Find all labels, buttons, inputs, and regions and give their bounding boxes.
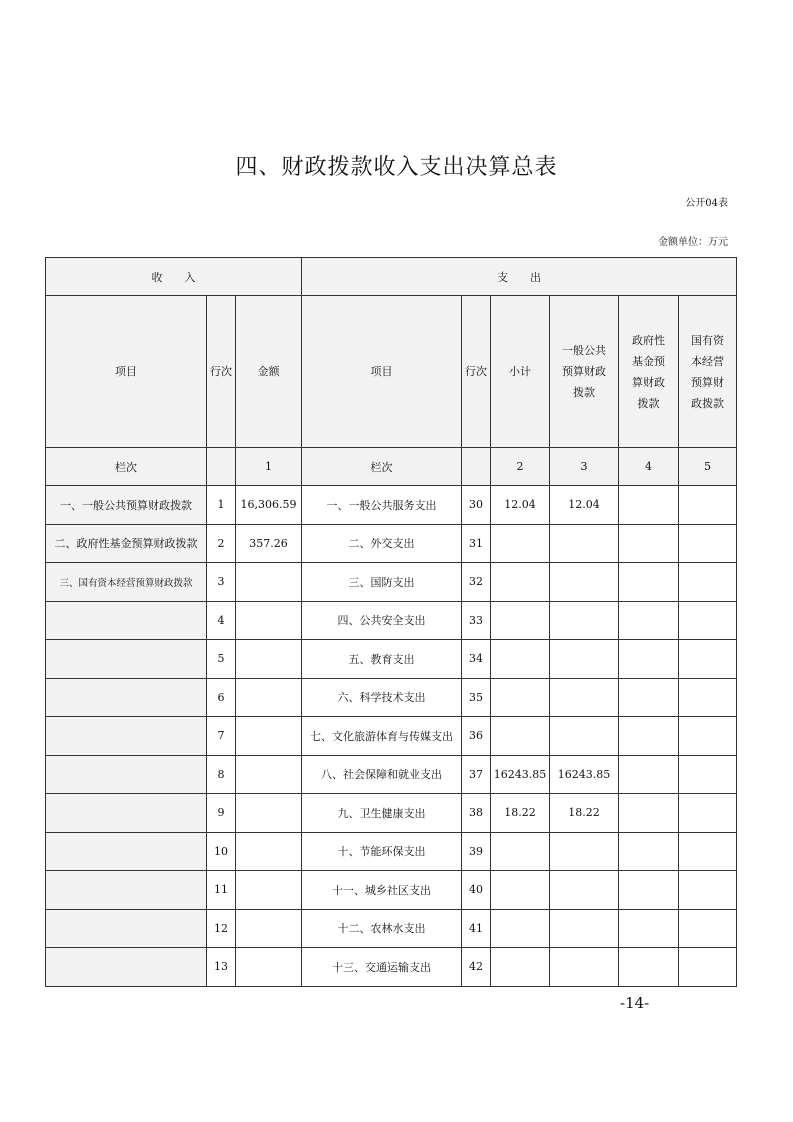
income-amount-cell (236, 717, 302, 756)
expense-item-cell: 十、节能环保支出 (302, 832, 462, 871)
general-budget-cell: 18.22 (550, 794, 619, 833)
subtotal-cell (491, 678, 550, 717)
income-item-cell (46, 755, 207, 794)
table-row (46, 717, 737, 756)
expense-row-no-cell: 37 (462, 755, 491, 794)
table-row (46, 563, 737, 602)
expense-row-no-cell: 36 (462, 717, 491, 756)
income-amount-cell (236, 871, 302, 910)
subtotal-cell (491, 948, 550, 987)
expense-row-no-cell: 33 (462, 601, 491, 640)
income-section-header: 收 入 (46, 258, 302, 296)
table-row (46, 640, 737, 679)
income-amount-header: 金额 (236, 296, 302, 448)
income-row-no-cell: 2 (207, 524, 236, 563)
gov-fund-cell (619, 717, 679, 756)
gov-fund-header: 政府性基金预算财政拨款 (619, 296, 679, 448)
expense-item-cell: 一、一般公共服务支出 (302, 486, 462, 525)
state-capital-cell (679, 794, 737, 833)
income-row-no-cell: 7 (207, 717, 236, 756)
expense-row-no-cell: 40 (462, 871, 491, 910)
expense-row-no-cell: 30 (462, 486, 491, 525)
expense-item-cell: 八、社会保障和就业支出 (302, 755, 462, 794)
gov-fund-cell (619, 563, 679, 602)
state-capital-cell (679, 909, 737, 948)
expense-item-cell: 五、教育支出 (302, 640, 462, 679)
column-number-blank (207, 448, 236, 486)
expense-section-header: 支 出 (302, 258, 737, 296)
general-budget-cell (550, 524, 619, 563)
state-capital-cell (679, 524, 737, 563)
gov-fund-cell (619, 948, 679, 987)
gov-fund-cell (619, 909, 679, 948)
income-row-no-cell: 4 (207, 601, 236, 640)
gov-fund-cell (619, 794, 679, 833)
income-amount-cell (236, 563, 302, 602)
subtotal-cell: 12.04 (491, 486, 550, 525)
page-number: -14- (620, 994, 650, 1012)
column-number-subtotal: 2 (491, 448, 550, 486)
expense-row-no-cell: 41 (462, 909, 491, 948)
expense-item-cell: 二、外交支出 (302, 524, 462, 563)
general-budget-cell (550, 871, 619, 910)
column-number-general: 3 (550, 448, 619, 486)
column-number-exp-label: 栏次 (302, 448, 462, 486)
expense-item-cell: 六、科学技术支出 (302, 678, 462, 717)
subtotal-cell (491, 909, 550, 948)
income-item-cell (46, 871, 207, 910)
expense-item-header: 项目 (302, 296, 462, 448)
income-item-cell: 二、政府性基金预算财政拨款 (46, 524, 207, 563)
income-item-header: 项目 (46, 296, 207, 448)
expense-item-cell: 十一、城乡社区支出 (302, 871, 462, 910)
table-body (46, 486, 737, 987)
general-budget-cell (550, 601, 619, 640)
income-row-no-header: 行次 (207, 296, 236, 448)
income-item-cell (46, 948, 207, 987)
column-number-exp-blank (462, 448, 491, 486)
income-item-cell: 一、一般公共预算财政拨款 (46, 486, 207, 525)
income-item-cell (46, 717, 207, 756)
column-number-gov-fund: 4 (619, 448, 679, 486)
column-number-state-capital: 5 (679, 448, 737, 486)
income-amount-cell: 16,306.59 (236, 486, 302, 525)
expense-item-cell: 七、文化旅游体育与传媒支出 (302, 717, 462, 756)
income-amount-cell (236, 948, 302, 987)
subtotal-cell (491, 563, 550, 602)
income-item-cell (46, 832, 207, 871)
income-amount-cell (236, 640, 302, 679)
expense-item-cell: 十二、农林水支出 (302, 909, 462, 948)
table-row (46, 794, 737, 833)
income-item-cell (46, 678, 207, 717)
income-amount-cell: 357.26 (236, 524, 302, 563)
general-budget-cell (550, 832, 619, 871)
expense-item-cell: 四、公共安全支出 (302, 601, 462, 640)
subtotal-cell (491, 717, 550, 756)
state-capital-header: 国有资本经营预算财政拨款 (679, 296, 737, 448)
expense-item-cell: 九、卫生健康支出 (302, 794, 462, 833)
state-capital-cell (679, 601, 737, 640)
general-budget-cell (550, 717, 619, 756)
gov-fund-cell (619, 486, 679, 525)
expense-row-no-cell: 34 (462, 640, 491, 679)
subtotal-cell (491, 524, 550, 563)
income-row-no-cell: 3 (207, 563, 236, 602)
page-title: 四、财政拨款收入支出决算总表 (235, 155, 558, 180)
state-capital-cell (679, 486, 737, 525)
column-number-amount: 1 (236, 448, 302, 486)
income-item-cell: 三、国有资本经营预算财政拨款 (46, 563, 207, 602)
income-row-no-cell: 11 (207, 871, 236, 910)
expense-row-no-cell: 42 (462, 948, 491, 987)
income-row-no-cell: 8 (207, 755, 236, 794)
table-row (46, 678, 737, 717)
general-budget-cell: 12.04 (550, 486, 619, 525)
general-budget-cell (550, 563, 619, 602)
income-row-no-cell: 6 (207, 678, 236, 717)
expense-row-no-header: 行次 (462, 296, 491, 448)
subtotal-cell: 18.22 (491, 794, 550, 833)
income-row-no-cell: 9 (207, 794, 236, 833)
income-row-no-cell: 13 (207, 948, 236, 987)
financial-summary-table (45, 257, 737, 987)
gov-fund-cell (619, 832, 679, 871)
income-item-cell (46, 640, 207, 679)
income-amount-cell (236, 601, 302, 640)
state-capital-cell (679, 717, 737, 756)
subtotal-cell (491, 871, 550, 910)
general-budget-cell (550, 640, 619, 679)
gov-fund-cell (619, 678, 679, 717)
table-row (46, 871, 737, 910)
income-amount-cell (236, 909, 302, 948)
table-row (46, 524, 737, 563)
income-item-cell (46, 601, 207, 640)
gov-fund-cell (619, 601, 679, 640)
subtotal-cell (491, 601, 550, 640)
table-row (46, 909, 737, 948)
table-row (46, 486, 737, 525)
table-row (46, 948, 737, 987)
expense-row-no-cell: 31 (462, 524, 491, 563)
state-capital-cell (679, 563, 737, 602)
income-amount-cell (236, 678, 302, 717)
state-capital-cell (679, 755, 737, 794)
gov-fund-cell (619, 640, 679, 679)
column-header-row (46, 296, 737, 448)
table-row (46, 832, 737, 871)
income-amount-cell (236, 832, 302, 871)
general-budget-cell (550, 909, 619, 948)
income-row-no-cell: 1 (207, 486, 236, 525)
table-row (46, 601, 737, 640)
income-item-cell (46, 794, 207, 833)
amount-unit: 金额单位：万元 (658, 237, 728, 248)
income-item-cell (46, 909, 207, 948)
table-row (46, 755, 737, 794)
general-budget-cell: 16243.85 (550, 755, 619, 794)
column-number-row (46, 448, 737, 486)
subtotal-cell (491, 640, 550, 679)
form-number: 公开04表 (685, 198, 728, 209)
general-budget-header: 一般公共预算财政拨款 (550, 296, 619, 448)
income-amount-cell (236, 794, 302, 833)
expense-row-no-cell: 32 (462, 563, 491, 602)
state-capital-cell (679, 871, 737, 910)
column-number-label: 栏次 (46, 448, 207, 486)
expense-item-cell: 十三、交通运输支出 (302, 948, 462, 987)
gov-fund-cell (619, 524, 679, 563)
expense-item-cell: 三、国防支出 (302, 563, 462, 602)
subtotal-cell: 16243.85 (491, 755, 550, 794)
expense-row-no-cell: 35 (462, 678, 491, 717)
state-capital-cell (679, 948, 737, 987)
state-capital-cell (679, 640, 737, 679)
income-amount-cell (236, 755, 302, 794)
gov-fund-cell (619, 755, 679, 794)
general-budget-cell (550, 948, 619, 987)
section-header-row (46, 258, 737, 296)
income-row-no-cell: 12 (207, 909, 236, 948)
income-row-no-cell: 10 (207, 832, 236, 871)
state-capital-cell (679, 678, 737, 717)
expense-row-no-cell: 39 (462, 832, 491, 871)
expense-row-no-cell: 38 (462, 794, 491, 833)
gov-fund-cell (619, 871, 679, 910)
subtotal-header: 小计 (491, 296, 550, 448)
income-row-no-cell: 5 (207, 640, 236, 679)
general-budget-cell (550, 678, 619, 717)
state-capital-cell (679, 832, 737, 871)
subtotal-cell (491, 832, 550, 871)
